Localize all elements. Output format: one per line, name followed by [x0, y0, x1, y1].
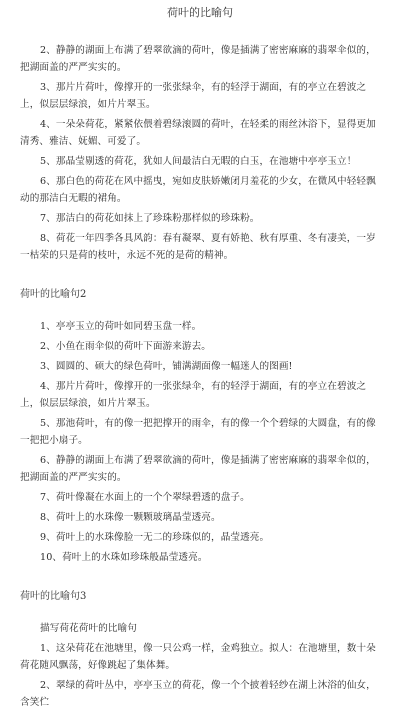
list-item: 4、一朵朵荷花，紧紧依偎着碧绿滚圆的荷叶，在轻柔的雨丝沐浴下，显得更加清秀、雅洁、妩媚、可爱了。 — [20, 119, 376, 147]
list-item: 9、荷叶上的水珠像脸一无二的珍珠似的，晶莹透亮。 — [40, 532, 270, 543]
list-item: 5、那池荷叶，有的像一把把撑开的雨伞，有的像一个个碧绿的大圆盘，有的像一把把小扇子。 — [20, 418, 376, 446]
section-3 — [20, 620, 380, 711]
list-item: 6、静静的湖面上布满了碧翠欲滴的荷叶，像是插满了密密麻麻的翡翠伞似的，把湖面盖的严严实实的。 — [20, 455, 376, 483]
list-item: 7、那洁白的荷花如抹上了珍珠粉那样似的珍珠粉。 — [40, 213, 260, 224]
list-item: 1、这朵荷花在池塘里，像一只公鸡一样，金鸡独立。拟人：在池塘里，数十朵荷花随风飘荡，好像跳起了集体舞。 — [20, 643, 376, 671]
list-item: 10、荷叶上的水珠如珍珠般晶莹透亮。 — [40, 552, 208, 563]
list-item: 3、圆圆的、硕大的绿色荷叶，铺满湖面像一幅迷人的图画! — [40, 361, 293, 372]
section-1 — [20, 42, 380, 264]
section-subheading: 描写荷花荷叶的比喻句 — [40, 623, 137, 634]
section-heading-2: 荷叶的比喻句2 — [20, 289, 87, 300]
page-title: 荷叶的比喻句 — [167, 6, 233, 19]
list-item: 8、荷花一年四季各具风韵：春有凝翠、夏有娇艳、秋有厚重、冬有凄美，一岁一枯荣的只是荷的枝叶，永远不死的是荷的精神。 — [20, 233, 376, 261]
list-item: 6、那白色的荷花在风中摇曳，宛如皮肤娇嫩闭月羞花的少女，在微风中轻轻飘动的那洁白无暇的裙角。 — [20, 176, 376, 204]
list-item: 3、那片片荷叶，像撑开的一张张绿伞，有的轻浮于湖面，有的亭立在碧波之上，似层层绿浪，如片片翠玉。 — [20, 82, 367, 110]
list-item: 5、那晶莹剔透的荷花，犹如人间最洁白无暇的白玉，在池塘中亭亭玉立！ — [40, 156, 357, 167]
list-item: 2、翠绿的荷叶丛中，亭亭玉立的荷花，像一个个披着轻纱在湖上沐浴的仙女，含笑伫 — [20, 680, 376, 708]
list-item: 1、亭亭玉立的荷叶如同碧玉盘一样。 — [40, 321, 202, 332]
list-item: 2、静静的湖面上布满了碧翠欲滴的荷叶，像是插满了密密麻麻的翡翠伞似的，把湖面盖的严严实实的。 — [20, 45, 376, 73]
list-item: 7、荷叶像凝在水面上的一个个翠绿碧透的盘子。 — [40, 492, 250, 503]
list-item: 2、小鱼在雨伞似的荷叶下面游来游去。 — [40, 341, 211, 352]
list-item: 4、那片片荷叶，像撑开的一张张绿伞，有的轻浮于湖面，有的亭立在碧波之上，似层层绿浪，如片片翠玉。 — [20, 381, 367, 409]
section-2 — [20, 318, 380, 566]
list-item: 8、荷叶上的水珠像一颗颗玻璃晶莹透亮。 — [40, 512, 221, 523]
section-heading-3: 荷叶的比喻句3 — [20, 591, 87, 602]
